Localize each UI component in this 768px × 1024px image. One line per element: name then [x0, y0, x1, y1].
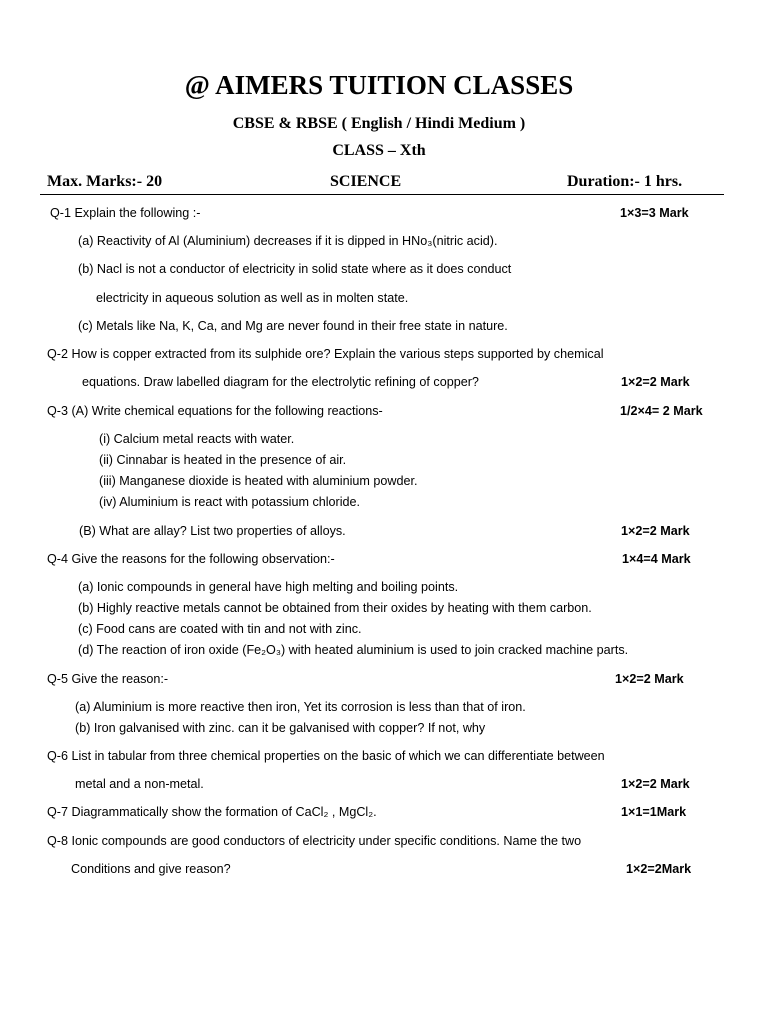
- q8-question-line1: Q-8 Ionic compounds are good conductors of electricity under specific conditions. Name the two: [47, 834, 582, 848]
- q2-question-line2: equations. Draw labelled diagram for the electrolytic refining of copper?: [82, 375, 479, 389]
- q8-mark: 1×2=2Mark: [626, 862, 692, 876]
- q3-item-i: (i) Calcium metal reacts with water.: [99, 432, 295, 446]
- q7-question: Q-7 Diagrammatically show the formation of CaCl₂ , MgCl₂.: [47, 805, 377, 819]
- q3-item-iii: (iii) Manganese dioxide is heated with aluminium powder.: [99, 474, 418, 488]
- q4-part-c: (c) Food cans are coated with tin and not with zinc.: [78, 622, 362, 636]
- q5-mark: 1×2=2 Mark: [615, 672, 684, 686]
- class-line: CLASS – Xth: [332, 142, 426, 159]
- q4-part-d: (d) The reaction of iron oxide (Fe₂O₃) with heated aluminium is used to join cracked machine parts.: [78, 643, 629, 657]
- boards-line: CBSE & RBSE ( English / Hindi Medium ): [232, 115, 526, 132]
- q3-part-b: (B) What are allay? List two properties of alloys.: [79, 524, 346, 538]
- q6-mark: 1×2=2 Mark: [621, 777, 690, 791]
- q2-question-line1: Q-2 How is copper extracted from its sulphide ore? Explain the various steps supported by chemical: [47, 347, 604, 361]
- q6-question-line1: Q-6 List in tabular from three chemical properties on the basic of which we can differentiate between: [47, 749, 605, 763]
- q4-part-b: (b) Highly reactive metals cannot be obtained from their oxides by heating with them carbon.: [78, 601, 592, 615]
- q1-part-b-line1: (b) Nacl is not a conductor of electricity in solid state where as it does conduct: [78, 262, 512, 276]
- q1-mark: 1×3=3 Mark: [620, 206, 689, 220]
- q4-question: Q-4 Give the reasons for the following observation:-: [47, 552, 335, 566]
- header-rule: [40, 194, 724, 195]
- q5-part-b: (b) Iron galvanised with zinc. can it be galvanised with copper? If not, why: [75, 721, 486, 735]
- q1-part-a: (a) Reactivity of Al (Aluminium) decreases if it is dipped in HNo₃(nitric acid).: [78, 234, 498, 248]
- q4-mark: 1×4=4 Mark: [622, 552, 691, 566]
- q2-mark: 1×2=2 Mark: [621, 375, 690, 389]
- q3-part-b-mark: 1×2=2 Mark: [621, 524, 690, 538]
- page-title: @ AIMERS TUITION CLASSES: [184, 70, 574, 100]
- q7-mark: 1×1=1Mark: [621, 805, 687, 819]
- subject: SCIENCE: [330, 173, 402, 190]
- q5-part-a: (a) Aluminium is more reactive then iron, Yet its corrosion is less than that of iron.: [75, 700, 526, 714]
- q5-question: Q-5 Give the reason:-: [47, 672, 169, 686]
- q3-mark: 1/2×4= 2 Mark: [620, 404, 703, 418]
- q1-part-c: (c) Metals like Na, K, Ca, and Mg are never found in their free state in nature.: [78, 319, 508, 333]
- max-marks: Max. Marks:- 20: [47, 173, 163, 190]
- q1-question: Q-1 Explain the following :-: [50, 206, 201, 220]
- q4-part-a: (a) Ionic compounds in general have high melting and boiling points.: [78, 580, 459, 594]
- q3-item-ii: (ii) Cinnabar is heated in the presence of air.: [99, 453, 347, 467]
- duration: Duration:- 1 hrs.: [567, 173, 683, 190]
- q3-question: Q-3 (A) Write chemical equations for the following reactions-: [47, 404, 383, 418]
- q1-part-b-line2: electricity in aqueous solution as well as in molten state.: [96, 291, 409, 305]
- q6-question-line2: metal and a non-metal.: [75, 777, 204, 791]
- q3-item-iv: (iv) Aluminium is react with potassium chloride.: [99, 495, 361, 509]
- q8-question-line2: Conditions and give reason?: [71, 862, 231, 876]
